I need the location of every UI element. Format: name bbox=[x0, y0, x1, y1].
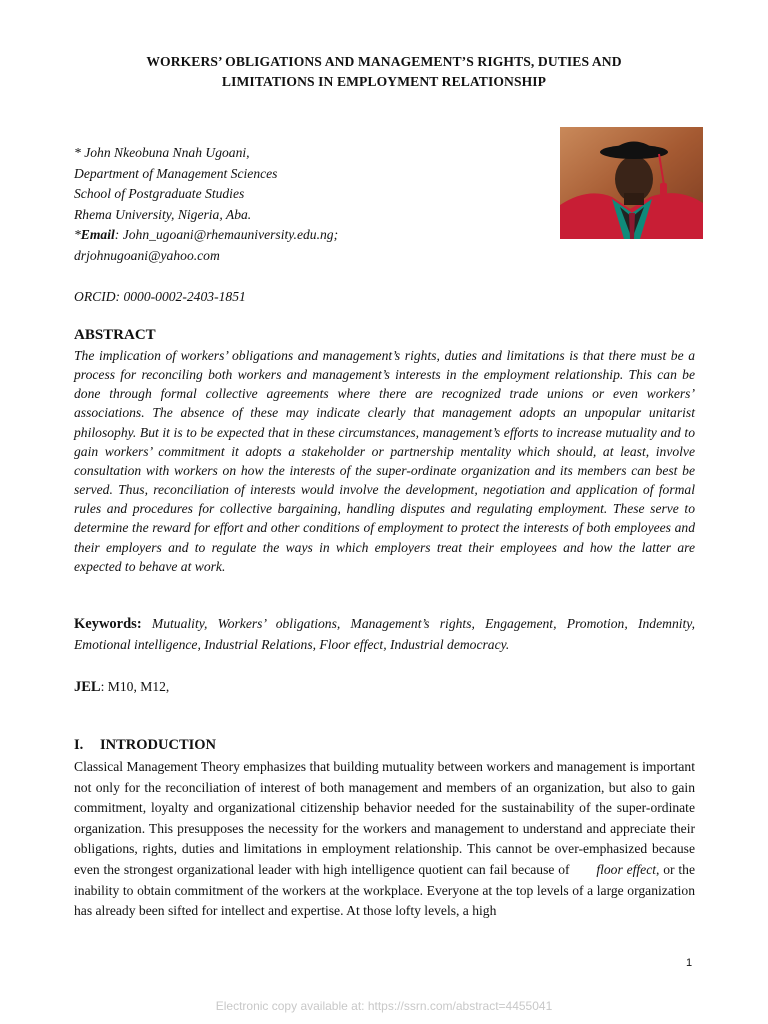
abstract-body: The implication of workers’ obligations and management’s rights, duties and limitations is that there must be a process for reconciling both workers and management’s interests in the employment relationship. This can be done through formal collective agreements where there are recognized trade unions or even workers’ associations. The absence of these may indicate clearly that management adopts an unpopular unitarist philosophy. But it is to be expected that in these circumstances, management’s efforts to increase mutuality and to gain workers’ commitment it adopts a stakeholder or partnership mentality which should, at least, involve consultation with workers on how the interests of the super-ordinate organization and its members can best be served. Thus, reconciliation of interests would involve the development, negotiation and application of formal rules and procedures for collective bargaining, handling disputes and regulating employment. These serve to determine the reward for effort and other conditions of employment to protect the interests of both employees and their employers and to regulate the ways in which employers treat their employees and how the latter are expected to behave at work. bbox=[74, 348, 695, 574]
author-school: School of Postgraduate Studies bbox=[74, 186, 245, 201]
jel-label: JEL bbox=[74, 679, 101, 695]
author-block bbox=[74, 143, 338, 307]
introduction-body bbox=[74, 757, 695, 922]
section-number: I. bbox=[74, 737, 84, 753]
abstract-heading: ABSTRACT bbox=[74, 327, 156, 343]
keywords-label: Keywords: bbox=[74, 616, 142, 632]
ssrn-footer[interactable]: Electronic copy available at: https://ssrn.com/abstract=4455041 bbox=[215, 999, 553, 1013]
author-email-line: *Email: John_ugoani@rhemauniversity.edu.ng; bbox=[74, 227, 339, 242]
author-orcid: ORCID: 0000-0002-2403-1851 bbox=[74, 288, 246, 304]
paper-title bbox=[74, 52, 694, 92]
jel-values: : M10, M12, bbox=[100, 679, 170, 694]
intro-text-part-2: , or the inability to obtain commitment of the workers at the workplace. Everyone at the top levels of a large organization has already been sifted for intellect and expertise. At those lofty levels, a high bbox=[74, 861, 695, 919]
intro-italic-term: floor effect bbox=[596, 861, 657, 877]
email-secondary[interactable]: drjohnugoani@yahoo.com bbox=[74, 247, 220, 263]
title-line-2: LIMITATIONS IN EMPLOYMENT RELATIONSHIP bbox=[221, 74, 547, 89]
keywords-list: Mutuality, Workers’ obligations, Management’s rights, Engagement, Promotion, Indemnity, Emotional intelligence, Industrial Relations, Floor effect, Industrial democracy. bbox=[74, 616, 695, 652]
author-portrait bbox=[560, 127, 703, 239]
keywords-paragraph bbox=[74, 614, 695, 655]
introduction-heading bbox=[74, 737, 216, 754]
author-department: Department of Management Sciences bbox=[74, 165, 278, 181]
author-university: Rhema University, Nigeria, Aba. bbox=[74, 206, 252, 222]
author-name: * John Nkeobuna Nnah Ugoani, bbox=[74, 145, 250, 160]
intro-text-part-1: Classical Management Theory emphasizes that building mutuality between workers and management is important not only for the reconciliation of interest of both management and members of an organization, but also to gain commitment, loyalty and organizational citizenship behavior needed for the sustainability of the super-ordinate organization. This presupposes the necessity for the workers and management to understand and appreciate their obligations, rights, duties and limitations in employment relationship. This cannot be over-emphasized because even the strongest organizational leader with high intelligence quotient can fail because of bbox=[74, 759, 695, 877]
section-title: INTRODUCTION bbox=[100, 737, 217, 753]
email-primary[interactable]: : John_ugoani@rhemauniversity.edu.ng; bbox=[114, 227, 339, 242]
email-label: Email bbox=[80, 227, 115, 242]
title-line-1: WORKERS’ OBLIGATIONS AND MANAGEMENT’S RIGHTS, DUTIES AND bbox=[146, 54, 622, 69]
page-number: 1 bbox=[686, 957, 693, 969]
jel-codes bbox=[74, 679, 169, 696]
